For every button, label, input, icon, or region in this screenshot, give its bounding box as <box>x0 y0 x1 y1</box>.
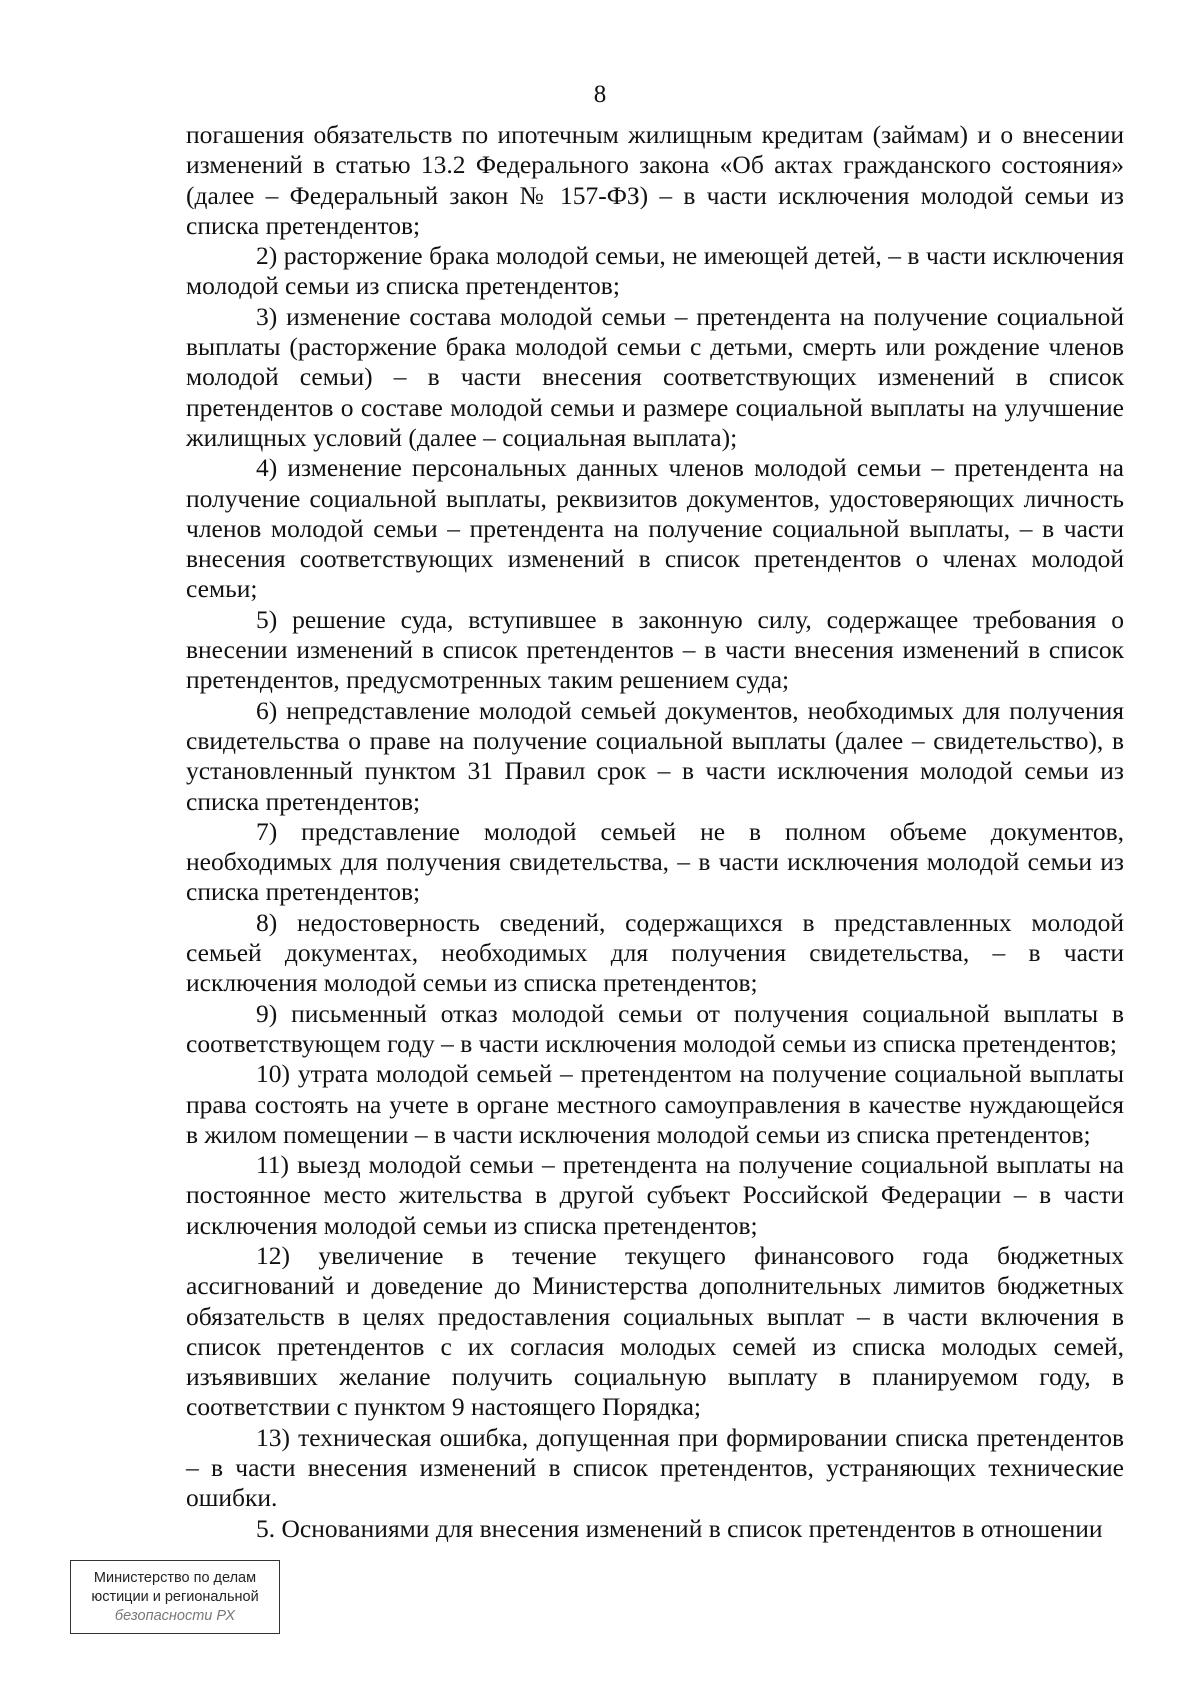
document-body <box>186 120 1124 1544</box>
list-item-13: 13) техническая ошибка, допущенная при формировании списка претендентов – в части внесения изменений в список претендентов, устраняющих технические ошибки. <box>186 1422 1124 1513</box>
stamp-line-1: Министерство по делам <box>93 1570 257 1586</box>
list-item-8: 8) недостоверность сведений, содержащихся в представленных молодой семьей документах, необходимых для получения свидетельства, – в части исключения молодой семьи из списка претендентов; <box>186 907 1124 998</box>
section-5-start: 5. Основаниями для внесения изменений в список претендентов в отношении <box>256 1513 1103 1543</box>
stamp-line-3: безопасности РХ <box>114 1608 236 1624</box>
list-item-11: 11) выезд молодой семьи – претендента на получение социальной выплаты на постоянное место жительства в другой субъект Российской Федерации – в части исключения молодой семьи из списка претендентов; <box>186 1150 1124 1240</box>
list-item-2: 2) расторжение брака молодой семьи, не имеющей детей, – в части исключения молодой семьи из списка претендентов; <box>186 241 1124 301</box>
paragraph-continuation: погашения обязательств по ипотечным жилищным кредитам (займам) и о внесении изменений в статью 13.2 Федерального закона «Об актах гражданского состояния» (далее – Федеральный закон № 157-ФЗ) – в части исключения молодой семьи из списка претендентов; <box>186 120 1124 240</box>
list-item-12: 12) увеличение в течение текущего финансового года бюджетных ассигнований и доведение до Министерства дополнительных лимитов бюджетных обязательств в целях предоставления социальных выплат – в части включения в список претендентов с их согласия молодых семей из списка молодых семей, изъявивших желание получить социальную выплату в планируемом году, в соответствии с пунктом 9 настоящего Порядка; <box>186 1240 1124 1422</box>
list-item-9: 9) письменный отказ молодой семьи от получения социальной выплаты в соответствующем году – в части исключения молодой семьи из списка претендентов; <box>186 998 1124 1058</box>
list-item-10: 10) утрата молодой семьей – претендентом на получение социальной выплаты права состоять на учете в органе местного самоуправления в качестве нуждающейся в жилом помещении – в части исключения молодой семьи из списка претендентов; <box>186 1059 1124 1149</box>
stamp-line-2: юстиции и региональной <box>91 1589 259 1605</box>
list-item-6: 6) непредставление молодой семьей документов, необходимых для получения свидетельства о праве на получение социальной выплаты (далее – свидетельство), в установленный пунктом 31 Правил срок – в части исключения молодой семьи из списка претендентов; <box>186 695 1124 816</box>
list-item-3: 3) изменение состава молодой семьи – претендента на получение социальной выплаты (расторжение брака молодой семьи с детьми, смерть или рождение членов молодой семьи) – в части внесения соответствующих изменений в список претендентов о составе молодой семьи и размере социальной выплаты на улучшение жилищных условий (далее – социальная выплата); <box>186 301 1124 452</box>
list-item-5: 5) решение суда, вступившее в законную силу, содержащее требования о внесении изменений в список претендентов – в части внесения изменений в список претендентов, предусмотренных таким решением суда; <box>186 604 1124 695</box>
page-number: 8 <box>593 81 607 108</box>
list-item-7: 7) представление молодой семьей не в полном объеме документов, необходимых для получения свидетельства, – в части исключения молодой семьи из списка претендентов; <box>186 816 1124 907</box>
ministry-stamp <box>70 1560 280 1634</box>
list-item-4: 4) изменение персональных данных членов молодой семьи – претендента на получение социальной выплаты, реквизитов документов, удостоверяющих личность членов молодой семьи – претендента на получение социальной выплаты, – в части внесения соответствующих изменений в список претендентов о членах молодой семьи; <box>186 453 1124 604</box>
